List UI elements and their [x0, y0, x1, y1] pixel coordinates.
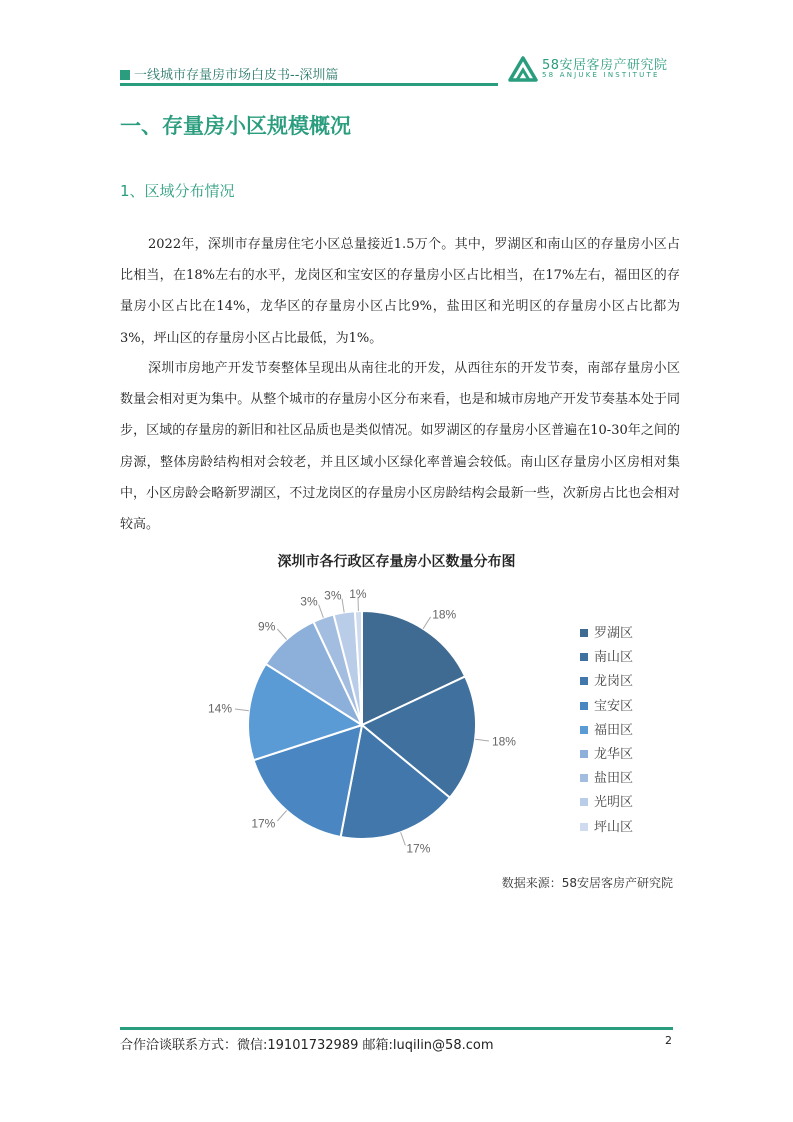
- chart-legend: [580, 622, 633, 840]
- legend-item-9: [580, 816, 633, 840]
- legend-swatch-icon: [580, 726, 588, 734]
- section-title: 一、存量房小区规模概况: [120, 114, 351, 138]
- legend-swatch-icon: [580, 798, 588, 806]
- pie-chart: [180, 580, 540, 860]
- pie-leader-line-3: [401, 832, 406, 845]
- footer-rule: [120, 1027, 673, 1030]
- pie-data-label-4: 17%: [251, 816, 276, 831]
- legend-swatch-icon: [580, 823, 588, 831]
- legend-item-5: [580, 719, 633, 743]
- pie-data-label-9: 1%: [349, 587, 367, 602]
- data-source: 数据来源：58安居客房产研究院: [501, 876, 673, 890]
- sub-title: 1、区域分布情况: [120, 182, 235, 200]
- footer-contact: 合作洽谈联系方式：微信:19101732989 邮箱:luqilin@58.com: [120, 1038, 494, 1053]
- paragraph-2: 深圳市房地产开发节奏整体呈现出从南往北的开发，从西往东的开发节奏，南部存量房小区数量会相对更为集中。从整个城市的存量房小区分布来看，也是和城市房地产开发节奏基本处于同步，区域的存量房的新旧和社区品质也是类似情况。如罗湖区的存量房小区普遍在10-30年之间的房源，整体房龄结构相对会较老，并且区域小区绿化率普遍会较低。南山区存量房小区房相对集中，小区房龄会略新罗湖区，不过龙岗区的存量房小区房龄结构会最新一些，次新房占比也会相对较高。: [120, 361, 680, 533]
- pie-data-label-3: 17%: [406, 841, 431, 856]
- pie-data-label-6: 9%: [258, 619, 276, 634]
- header-square-icon: [120, 70, 130, 80]
- legend-label: 罗湖区: [594, 626, 634, 641]
- pie-data-label-8: 3%: [324, 588, 342, 603]
- legend-label: 龙华区: [594, 746, 634, 762]
- legend-swatch-icon: [580, 629, 588, 637]
- legend-swatch-icon: [580, 750, 588, 758]
- pie-data-label-5: 14%: [208, 701, 233, 716]
- pie-leader-line-2: [475, 739, 489, 741]
- legend-label: 南山区: [594, 650, 634, 666]
- legend-swatch-icon: [580, 653, 588, 661]
- legend-item-3: [580, 670, 633, 694]
- pie-data-label-7: 3%: [300, 594, 318, 609]
- legend-label: 盐田区: [594, 771, 634, 787]
- legend-label: 光明区: [594, 795, 634, 811]
- page-number: 2: [665, 1034, 672, 1047]
- pie-leader-line-6: [277, 629, 286, 640]
- pie-leader-line-7: [319, 605, 324, 618]
- pie-leader-line-8: [342, 599, 344, 613]
- pie-leader-line-1: [423, 617, 431, 629]
- pie-data-label-1: 18%: [432, 607, 457, 622]
- header-rule: [120, 83, 498, 86]
- page-header: [120, 60, 680, 90]
- logo-text-en: 58 ANJUKE INSTITUTE: [542, 71, 660, 79]
- legend-item-8: [580, 791, 633, 815]
- legend-item-7: [580, 767, 633, 791]
- header-title-text: 一线城市存量房市场白皮书--深圳篇: [134, 68, 339, 83]
- legend-swatch-icon: [580, 702, 588, 710]
- legend-label: 坪山区: [594, 819, 634, 835]
- legend-item-4: [580, 695, 633, 719]
- legend-swatch-icon: [580, 774, 588, 782]
- chart-title: 深圳市各行政区存量房小区数量分布图: [277, 554, 516, 570]
- legend-label: 福田区: [594, 722, 634, 738]
- logo: [508, 54, 678, 88]
- logo-text-cn: 58安居客房产研究院: [542, 58, 668, 73]
- legend-label: 宝安区: [594, 698, 634, 714]
- pie-leader-line-4: [277, 811, 286, 822]
- paragraph-1: 2022年，深圳市存量房住宅小区总量接近1.5万个。其中，罗湖区和南山区的存量房小区占比相当，在18%左右的水平，龙岗区和宝安区的存量房小区占比相当，在17%左右，福田区的存量房小区占比在14%，龙华区的存量房小区占比9%，盐田区和光明区的存量房小区占比都为3%，坪山区的存量房小区占比最低，为1%。: [120, 237, 680, 346]
- pie-leader-line-5: [235, 709, 249, 711]
- header-title: [120, 64, 338, 83]
- legend-item-6: [580, 743, 633, 767]
- legend-swatch-icon: [580, 677, 588, 685]
- legend-label: 龙岗区: [594, 674, 634, 690]
- legend-item-1: [580, 622, 633, 646]
- legend-item-2: [580, 646, 633, 670]
- logo-mountain-icon: [508, 56, 538, 82]
- pie-data-label-2: 18%: [491, 734, 516, 749]
